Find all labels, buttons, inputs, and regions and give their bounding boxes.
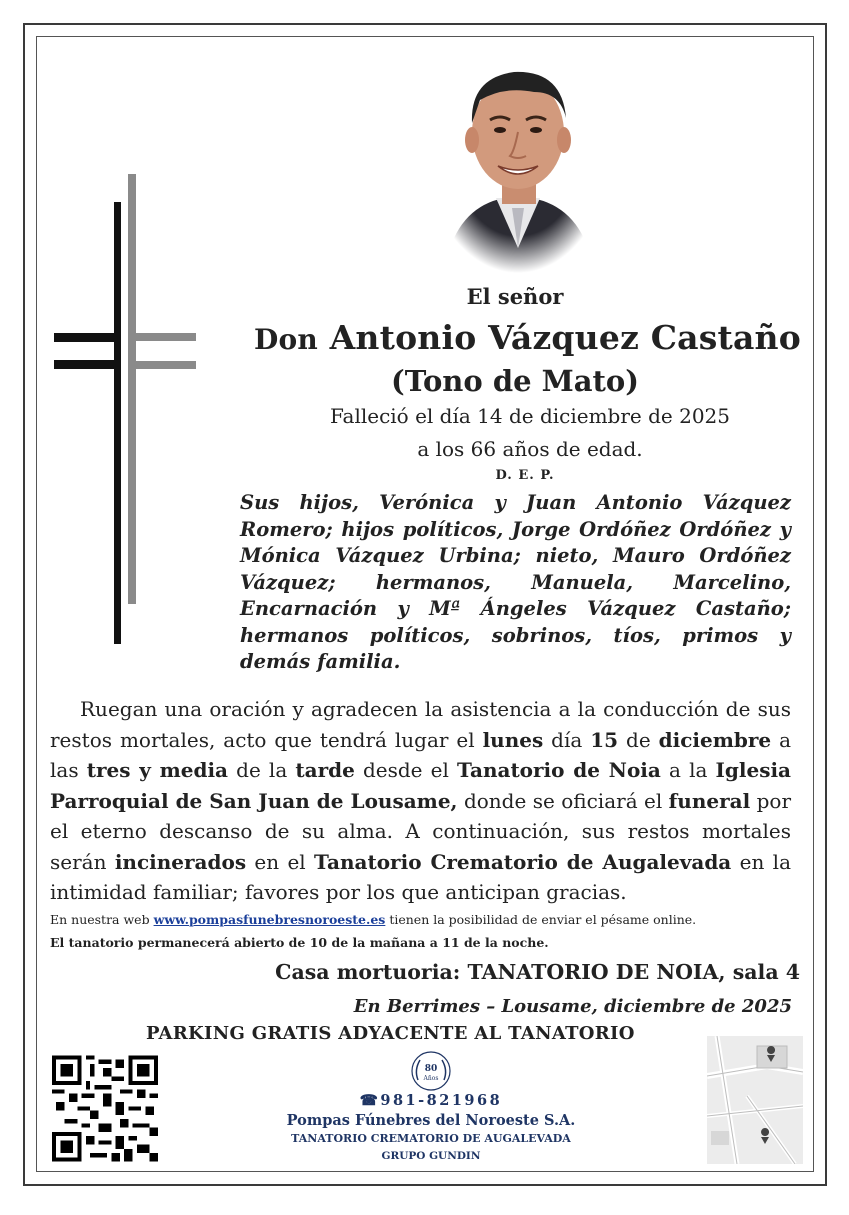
portrait-photo	[434, 48, 602, 273]
group-name: GRUPO GUNDIN	[381, 1150, 481, 1162]
rip-label: D. E. P.	[495, 468, 555, 483]
age-line: a los 66 años de edad.	[417, 437, 643, 461]
parking-note: PARKING GRATIS ADYACENTE AL TANATORIO	[146, 1023, 635, 1044]
name-text: Antonio Vázquez Castaño	[329, 318, 801, 357]
place-date: En Berrimes – Lousame, diciembre de 2025	[353, 996, 792, 1017]
badge-word: Años	[423, 1075, 439, 1082]
intro-label: El señor	[466, 284, 564, 309]
badge-number: 80	[424, 1064, 438, 1074]
deceased-alias: (Tono de Mato)	[390, 364, 639, 398]
phone-icon: ☎	[359, 1092, 381, 1109]
anniversary-badge-icon	[410, 1050, 452, 1092]
company-name: Pompas Fúnebres del Noroeste S.A.	[286, 1112, 576, 1129]
hours-note: El tanatorio permanecerá abierto de 10 de la mañana a 11 de la noche.	[50, 935, 549, 950]
crematorium-name: TANATORIO CREMATORIO DE AUGALEVADA	[291, 1132, 571, 1145]
death-date: Falleció el día 14 de diciembre de 2025	[330, 404, 730, 428]
family-list: Sus hijos, Verónica y Juan Antonio Vázquez Romero; hijos políticos, Jorge Ordóñez Ordóñez y Mónica Vázquez Urbina; nieto, Mauro Ordóñez Vázquez; hermanos, Manuela, Marcelino, Encarnación y Mª Ángeles Vázquez Castaño; hermanos políticos, sobrinos, tíos, primos y demás familia.	[240, 491, 791, 673]
name-prefix: Don	[254, 323, 318, 356]
location-map[interactable]	[707, 1036, 803, 1164]
deceased-name	[254, 318, 801, 357]
funeral-home-room: Casa mortuoria: TANATORIO DE NOIA, sala 4	[275, 960, 800, 984]
phone-number[interactable]: ☎981-821968	[359, 1092, 503, 1109]
web-note: En nuestra web www.pompasfunebresnoroeste.es tienen la posibilidad de enviar el pésame online.	[50, 912, 697, 927]
announcement-text: Ruegan una oración y agradecen la asistencia a la conducción de sus restos mortales, acto que tendrá lugar el lunes día 15 de diciembre a las tres y media de la tarde desde el Tanatorio de Noia a la Iglesia Parroquial de San Juan de Lousame, donde se oficiará el funeral por el eterno descanso de su alma. A continuación, sus restos mortales serán incinerados en el Tanatorio Crematorio de Augalevada en la intimidad familiar; favores por los que anticipan gracias.	[50, 697, 792, 904]
website-link[interactable]: www.pompasfunebresnoroeste.es	[153, 912, 386, 927]
